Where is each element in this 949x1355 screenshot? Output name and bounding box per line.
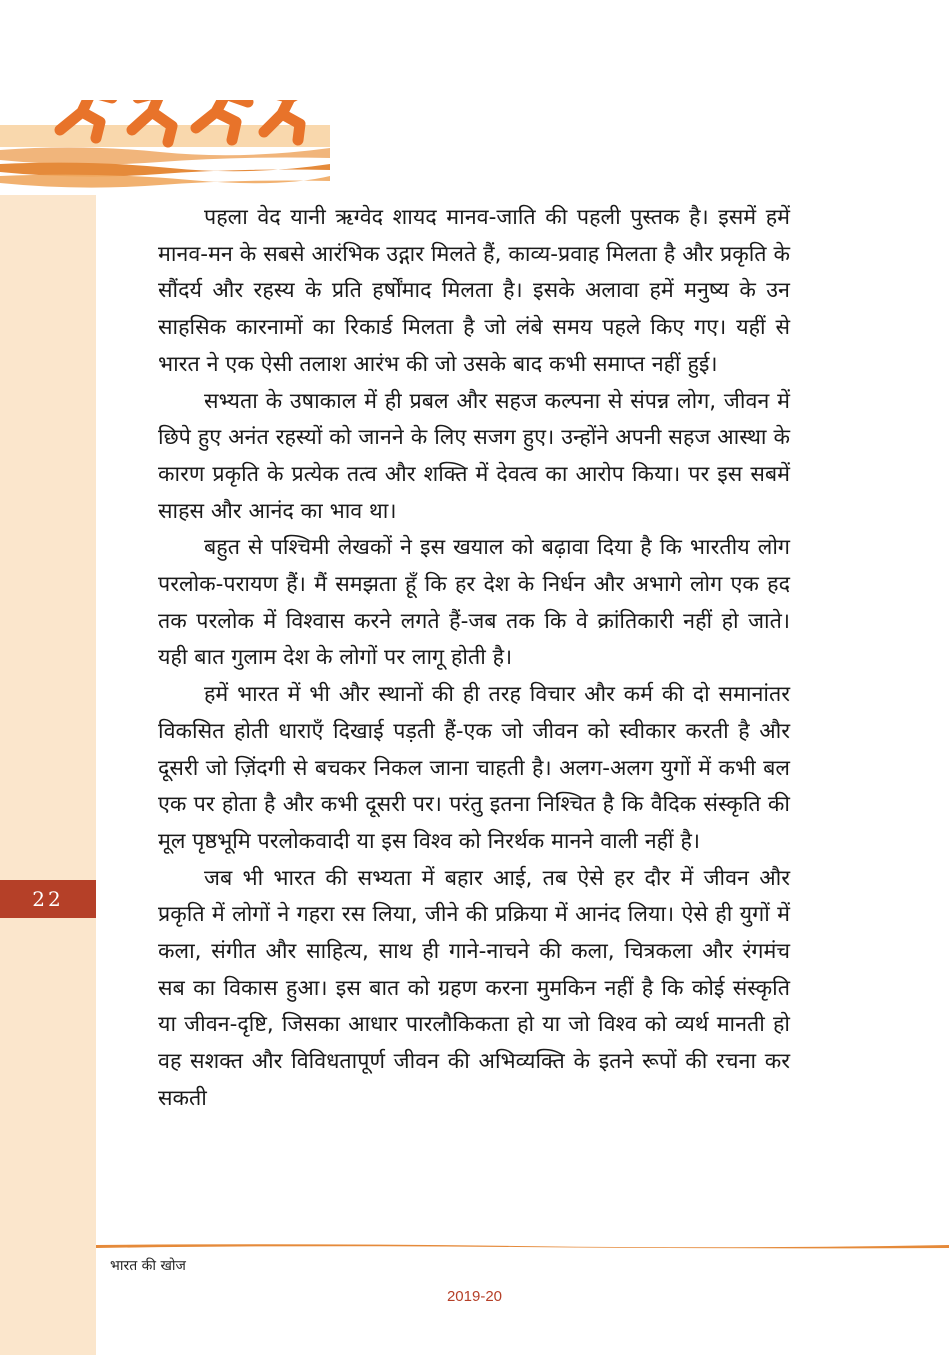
paragraph: बहुत से पश्चिमी लेखकों ने इस खयाल को बढ़ावा दिया है कि भारतीय लोग परलोक-परायण हैं। मैं समझता हूँ कि हर देश के निर्धन और अभागे लोग एक हद तक परलोक में विश्वास करने लगते हैं-जब तक कि वे क्रांतिकारी नहीं हो जाते। यही बात गुलाम देश के लोगों पर लागू होती है।: [158, 535, 790, 671]
paragraph: जब भी भारत की सभ्यता में बहार आई, तब ऐसे हर दौर में जीवन और प्रकृति में लोगों ने गहरा रस लिया, जीने की प्रक्रिया में आनंद लिया। ऐसे ही युगों में कला, संगीत और साहित्य, साथ ही गाने-नाचने की कला, चित्रकला और रंगमंच सब का विकास हुआ। इस बात को ग्रहण करना मुमकिन नहीं है कि कोई संस्कृति या जीवन-दृष्टि, जिसका आधार पारलौकिकता हो या जो विश्व को व्यर्थ मानती हो वह सशक्त और विविधतापूर्ण जीवन की अभिव्यक्ति के इतने रूपों की रचना कर सकती: [158, 865, 790, 1111]
paragraph: हमें भारत में भी और स्थानों की ही तरह विचार और कर्म की दो समानांतर विकसित होती धाराएँ दिखाई पड़ती हैं-एक जो जीवन को स्वीकार करती है और दूसरी जो ज़िंदगी से बचकर निकल जाना चाहती है। अलग-अलग युगों में कभी बल एक पर होता है और कभी दूसरी पर। परंतु इतना निश्चित है कि वैदिक संस्कृति की मूल पृष्ठभूमि परलोकवादी या इस विश्व को निरर्थक मानने वाली नहीं है।: [158, 682, 790, 854]
book-title: भारत की खोज: [110, 1258, 186, 1274]
year-mark: 2019-20: [446, 1288, 503, 1305]
body-text: [158, 200, 790, 1118]
paragraph: पहला वेद यानी ऋग्वेद शायद मानव-जाति की पहली पुस्तक है। इसमें हमें मानव-मन के सबसे आरंभिक उद्गार मिलते हैं, काव्य-प्रवाह मिलता है और प्रकृति के सौंदर्य और रहस्य के प्रति हर्षोंमाद मिलता है। इसके अलावा हमें मनुष्य के उन साहसिक कारनामों का रिकार्ड मिलता है जो लंबे समय पहले किए गए। यहीं से भारत ने एक ऐसी तलाश आरंभ की जो उसके बाद कभी समाप्त नहीं हुई।: [158, 205, 790, 377]
footer-rule: [96, 1243, 949, 1249]
page-number: 22: [0, 880, 96, 918]
running-figures-banner: [0, 100, 330, 190]
margin-strip: [0, 195, 96, 1355]
paragraph: सभ्यता के उषाकाल में ही प्रबल और सहज कल्पना से संपन्न लोग, जीवन में छिपे हुए अनंत रहस्यों को जानने के लिए सजग हुए। उन्होंने अपनी सहज आस्था के कारण प्रकृति के प्रत्येक तत्व और शक्ति में देवत्व का आरोप किया। पर इस सबमें साहस और आनंद का भाव था।: [158, 388, 790, 524]
